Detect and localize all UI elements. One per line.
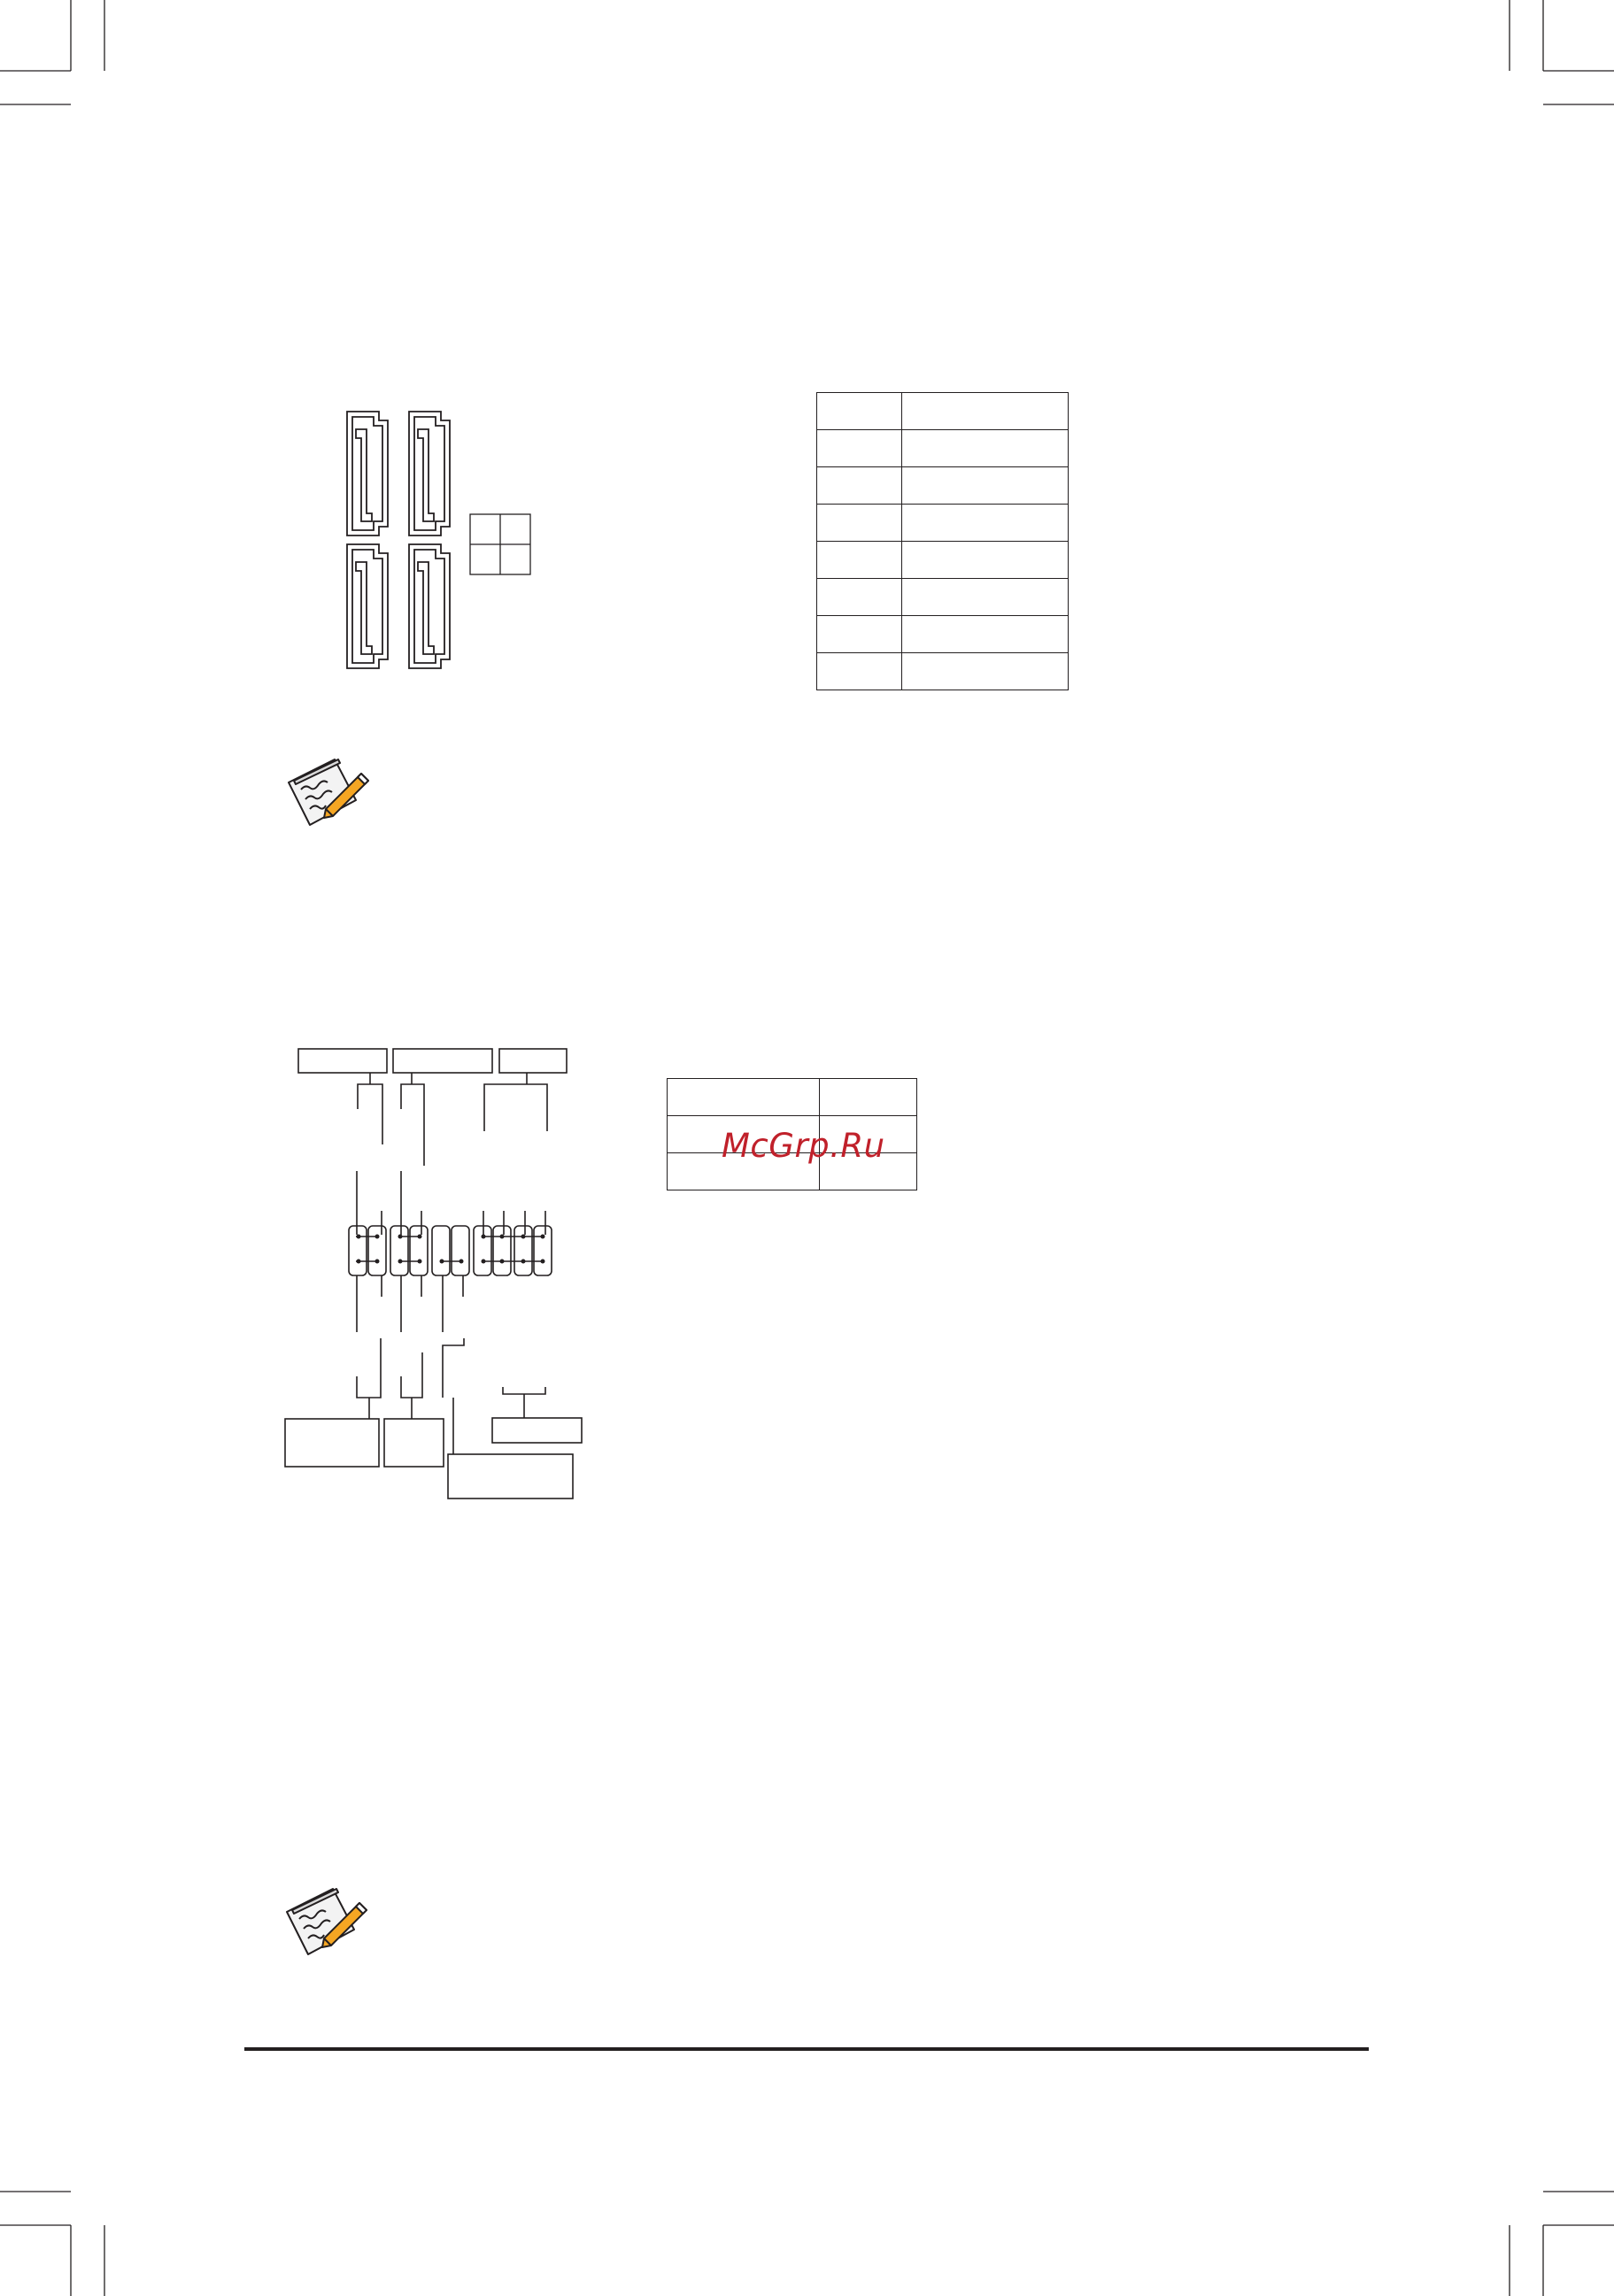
label-box xyxy=(384,1419,444,1467)
label-box xyxy=(492,1418,582,1443)
sata-port-2 xyxy=(409,412,450,535)
label-box xyxy=(285,1419,379,1467)
label-box xyxy=(448,1454,573,1499)
table-row xyxy=(817,579,1069,616)
label-box xyxy=(298,1049,387,1073)
watermark: McGrp.Ru xyxy=(722,1127,885,1165)
table-row xyxy=(817,430,1069,467)
sata-pin-table xyxy=(816,392,1069,690)
table-row xyxy=(817,542,1069,579)
note-pencil-icon xyxy=(282,1884,370,1963)
footer-rule xyxy=(244,2047,1369,2051)
header-pins xyxy=(349,1226,552,1275)
note-pencil-icon xyxy=(283,754,372,834)
table-row xyxy=(817,653,1069,690)
table-row xyxy=(668,1079,917,1116)
label-box xyxy=(393,1049,492,1073)
table-row xyxy=(817,467,1069,505)
front-panel-header-diagram xyxy=(274,1040,593,1518)
table-row xyxy=(817,393,1069,430)
sata-port-1 xyxy=(347,412,388,535)
table-row xyxy=(817,505,1069,542)
label-box xyxy=(499,1049,567,1073)
sata-port-4 xyxy=(409,544,450,668)
sata-port-grid xyxy=(469,513,533,577)
table-row xyxy=(817,616,1069,653)
sata-port-3 xyxy=(347,544,388,668)
